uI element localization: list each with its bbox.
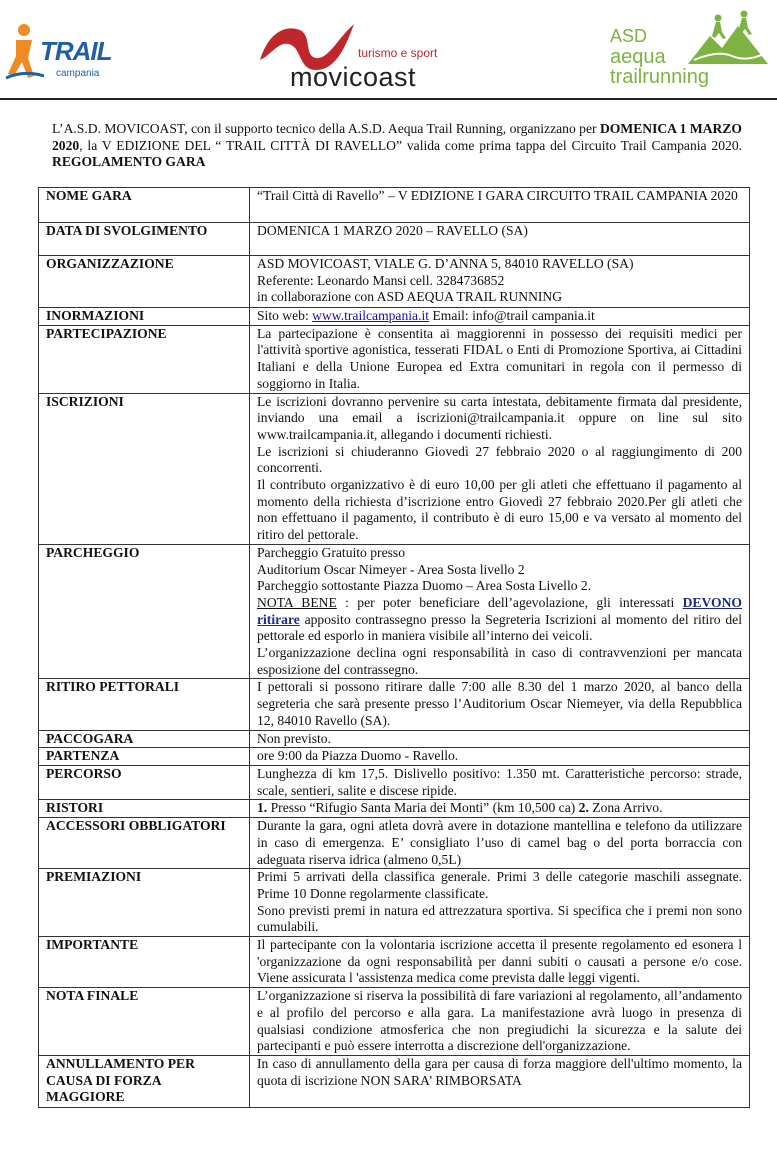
row-key: IMPORTANTE xyxy=(39,937,250,988)
table-row xyxy=(39,393,750,544)
row-value-line: ore 9:00 da Piazza Duomo - Ravello. xyxy=(257,748,459,764)
page-header xyxy=(0,0,777,100)
row-value-line: Il partecipante con la volontaria iscrizione accetta il presente regolamento ed esonera l 'organizzazione da ogni responsabilità per danni subiti o causati a persone e/o cose. Viene assicurata l 'assistenza medica come prevista dalle leggi vigenti. xyxy=(257,937,742,986)
ristoro-text-2: Zona Arrivo. xyxy=(588,800,663,816)
row-value-line: Le iscrizioni si chiuderanno Giovedì 27 febbraio 2020 o al raggiungimento di 200 concorrenti. xyxy=(257,443,742,476)
mountain-runners-icon xyxy=(688,10,768,66)
table-row xyxy=(39,869,750,937)
table-row xyxy=(39,544,750,679)
trail-campania-logo xyxy=(2,18,122,84)
table-row xyxy=(39,800,750,818)
row-key: ISCRIZIONI xyxy=(39,393,250,544)
table-row xyxy=(39,818,750,869)
email-text: Email: info@trail campania.it xyxy=(432,308,595,323)
row-value xyxy=(250,988,750,1056)
table-row xyxy=(39,679,750,730)
row-key: ANNULLAMENTO PER CAUSA DI FORZA MAGGIORE xyxy=(39,1055,250,1107)
table-row xyxy=(39,188,750,223)
row-value-line: Referente: Leonardo Mansi cell. 3284736852 xyxy=(257,272,505,288)
aequa-logo-aequa: aequa xyxy=(610,46,666,68)
row-value xyxy=(250,800,750,818)
row-value xyxy=(250,937,750,988)
row-key: INORMAZIONI xyxy=(39,308,250,326)
row-value xyxy=(250,393,750,544)
nota-bene-emphasis: DEVONO ritirare xyxy=(257,594,742,627)
table-row xyxy=(39,325,750,393)
row-key: ORGANIZZAZIONE xyxy=(39,256,250,308)
row-value-line: L’organizzazione si riserva la possibilità di fare variazioni al regolamento, all’andamento e al profilo del percorso e alla gara. La manifestazione avrà luogo in presenza di qualsiasi condizione atmosferica che non pregiudichi la sicurezza e la salute dei partecipanti e può essere interrotta a discrezione dell'organizzazione. xyxy=(257,988,742,1054)
row-value xyxy=(250,1055,750,1107)
row-key: NOTA FINALE xyxy=(39,988,250,1056)
row-value-line: Il contributo organizzativo è di euro 10,00 per gli atleti che effettuano il pagamento al momento della richiesta d’iscrizione entro Giovedì 27 febbraio 2020.Per gli atleti che non effettuano il pagamento, il contributo è di euro 15,00 e va versato al momento del ritiro del pettorale. xyxy=(257,477,742,543)
row-key: PARCHEGGIO xyxy=(39,544,250,679)
row-key: PARTENZA xyxy=(39,748,250,766)
row-value-line: “Trail Città di Ravello” – V EDIZIONE I GARA CIRCUITO TRAIL CAMPANIA 2020 xyxy=(257,188,738,203)
row-value-line: Lunghezza di km 17,5. Dislivello positivo: 1.350 mt. Caratteristiche percorso: strade, scale, sentieri, salite e discese ripide. xyxy=(257,765,742,798)
row-value-line: Non previsto. xyxy=(257,730,332,746)
row-value-line: Parcheggio sottostante Piazza Duomo – Area Sosta Livello 2. xyxy=(257,578,592,594)
row-key: RITIRO PETTORALI xyxy=(39,679,250,730)
aequa-logo-trailrunning: trailrunning xyxy=(610,66,709,88)
row-value xyxy=(250,765,750,799)
row-value-line: ASD MOVICOAST, VIALE G. D’ANNA 5, 84010 RAVELLO (SA) xyxy=(257,256,634,271)
nota-bene-text-a: : per poter beneficiare dell’agevolazione, gli interessati xyxy=(336,594,683,610)
row-value xyxy=(250,325,750,393)
table-row xyxy=(39,223,750,256)
row-value xyxy=(250,544,750,679)
aequa-trailrunning-logo xyxy=(606,10,771,92)
regolamento-table xyxy=(38,187,750,1108)
row-value xyxy=(250,256,750,308)
row-value xyxy=(250,818,750,869)
row-value xyxy=(250,679,750,730)
intro-line-3: tappa del Circuito Trail Campania 2020. xyxy=(515,137,743,153)
row-value-line: Durante la gara, ogni atleta dovrà avere in dotazione mantellina e telefono da utilizzare in caso di emergenza. E’ consigliato l’uso di camel bag o del porta borraccia con adeguata riserva idrica (almeno 0,5L) xyxy=(257,818,742,867)
row-value-line: Parcheggio Gratuito presso xyxy=(257,544,405,560)
intro-paragraph xyxy=(52,121,742,171)
row-value-line: L’organizzazione declina ogni responsabilità in caso di contravvenzioni per mancata esposizione del contrassegno. xyxy=(257,645,742,677)
row-key: RISTORI xyxy=(39,800,250,818)
table-row xyxy=(39,1055,750,1107)
trail-logo-word: TRAIL xyxy=(40,36,112,66)
row-key: DATA DI SVOLGIMENTO xyxy=(39,223,250,256)
table-row xyxy=(39,765,750,799)
ristoro-number-1: 1. xyxy=(257,800,268,816)
table-row xyxy=(39,988,750,1056)
row-value-line: Auditorium Oscar Nimeyer - Area Sosta livello 2 xyxy=(257,561,525,577)
row-value xyxy=(250,869,750,937)
row-value-line: La partecipazione è consentita ai maggiorenni in possesso dei requisiti medici per l'attività sportive agonistica, tesserati FIDAL o Enti di Promozione Sportiva, ai Cittadini Italiani e della Unione Europea ed Extra comunitari in regola con il permesso di soggiorno in Italia. xyxy=(257,325,742,391)
header-divider xyxy=(0,98,777,100)
row-key: PACCOGARA xyxy=(39,730,250,748)
row-value-line: Sono previsti premi in natura ed attrezzatura sportiva. Si specifica che i premi non sono cumulabili. xyxy=(257,902,742,935)
table-row xyxy=(39,256,750,308)
movicoast-logo xyxy=(250,10,450,90)
nota-bene-line xyxy=(257,595,742,645)
row-key: ACCESSORI OBBLIGATORI xyxy=(39,818,250,869)
table-row xyxy=(39,748,750,766)
ristoro-number-2: 2. xyxy=(578,800,589,816)
row-value-line: Le iscrizioni dovranno pervenire su carta intestata, debitamente firmata dal presidente, inviando una email a iscrizioni@trailcampania.it oppure on line sul sito www.trailcampania.it, allegando i documenti richiesti. xyxy=(257,393,742,442)
movicoast-tagline: turismo e sport xyxy=(358,46,438,60)
trail-logo-sub: campania xyxy=(56,68,100,79)
table-row xyxy=(39,937,750,988)
website-label: Sito web: xyxy=(257,308,309,323)
row-value xyxy=(250,748,750,766)
movicoast-word: movicoast xyxy=(290,62,417,92)
table-row xyxy=(39,730,750,748)
row-value xyxy=(250,223,750,256)
aequa-logo-asd: ASD xyxy=(610,26,648,46)
nota-bene-label: NOTA BENE xyxy=(257,594,337,610)
intro-regolamento: REGOLAMENTO GARA xyxy=(52,154,206,169)
row-value-line: Primi 5 arrivati della classifica generale. Primi 3 delle categorie maschili assegnate. Prime 10 Donne regolarmente classificate. xyxy=(257,869,742,901)
row-value xyxy=(250,188,750,223)
row-value-line: I pettorali si possono ritirare dalle 7:00 alle 8.30 del 1 marzo 2020, al banco della segreteria che sarà presente presso l’Auditorium Oscar Niemeyer, via della Repubblica 12, 84010 Ravello (SA). xyxy=(257,679,742,728)
intro-line-2: , la V EDIZIONE DEL “ TRAIL CITTÀ DI RAVELLO” valida come prima xyxy=(79,137,511,153)
table-row xyxy=(39,308,750,326)
ristoro-text-1: Presso “Rifugio Santa Maria dei Monti” (km 10,500 ca) xyxy=(267,800,579,816)
row-key: PREMIAZIONI xyxy=(39,869,250,937)
row-value xyxy=(250,730,750,748)
intro-line-1: L’A.S.D. MOVICOAST, con il supporto tecnico della A.S.D. Aequa Trail Running, organizzano per xyxy=(52,121,597,136)
row-value xyxy=(250,308,750,326)
website-link[interactable]: www.trailcampania.it xyxy=(312,308,430,323)
intro-date: DOMENICA 1 MARZO 2020 xyxy=(52,121,743,153)
row-key: NOME GARA xyxy=(39,188,250,223)
nota-bene-text-b: apposito contrassegno presso la Segreteria Iscrizioni al momento del ritiro del pettorale ed esporlo in maniera visibile all’interno dei veicoli. xyxy=(257,611,742,644)
row-value-line: In caso di annullamento della gara per causa di forza maggiore dell'ultimo momento, la quota di iscrizione NON SARA’ RIMBORSATA xyxy=(257,1055,742,1088)
row-key: PARTECIPAZIONE xyxy=(39,325,250,393)
row-value-line: in collaborazione con ASD AEQUA TRAIL RUNNING xyxy=(257,289,563,305)
row-key: PERCORSO xyxy=(39,765,250,799)
row-value-line: DOMENICA 1 MARZO 2020 – RAVELLO (SA) xyxy=(257,223,528,238)
